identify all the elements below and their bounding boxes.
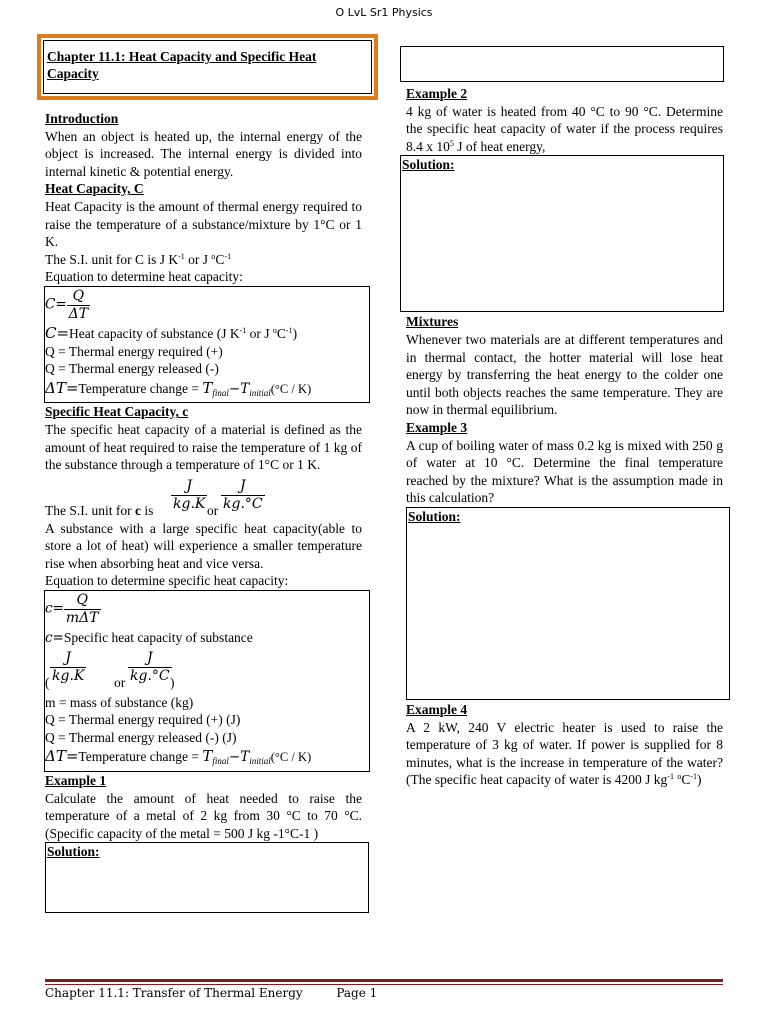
def-specific-heat-units: ( $\frac{J}{kg.K}$ or $\frac{J}{kg.^\circ C}$ ) [45,649,175,690]
example-3-solution-label: Solution: [408,508,461,524]
chapter-title: Chapter 11.1: Heat Capacity and Specific Heat Capacity [47,49,317,81]
specific-heat-large-text: A substance with a large specific heat capacity(able to store a lot of heat) will experience a smaller temperature rise when absorbing heat and vice versa. [45,520,362,571]
specific-heat-equation-box [44,590,370,772]
example-2-text: 4 kg of water is heated from 40 °C to 90 °C. Determine the specific heat capacity of water if the process requires 8.4 x $10^5$ J of heat energy, [406,103,723,154]
mixtures-heading: Mixtures [406,314,459,330]
specific-heat-eq-intro: Equation to determine specific heat capacity: [45,573,289,589]
example-3-solution-box[interactable] [406,507,730,700]
example-4-heading: Example 4 [406,701,468,717]
footer-rule [45,979,723,982]
page-header: O LvL Sr1 Physics [335,6,433,19]
def-mass: m = mass of substance (kg) [45,694,194,710]
heat-capacity-eq-intro: Equation to determine heat capacity: [45,269,243,285]
example-1-solution-box[interactable] [45,842,369,913]
footer-chapter: Chapter 11.1: Transfer of Thermal Energy [45,986,303,1000]
def-q-required: Q = Thermal energy required (+) [45,343,223,359]
example-2-solution-box[interactable] [400,155,724,312]
heat-capacity-definition: Heat Capacity is the amount of thermal energy required to raise the temperature of a substance/mixture by 1°C or 1 K. [45,198,362,250]
specific-heat-heading: Specific Heat Capacity, c [45,404,189,420]
example-1-solution-label: Solution: [47,844,100,860]
heat-capacity-si-unit: The S.I. unit for C is J $K^{-1}$ or J $^oC^{-1}$ [45,251,232,267]
example-2-solution-label: Solution: [402,157,455,173]
def-heat-capacity: C=Heat capacity of substance (J $K^{-1}$ or J $^oC^{-1}$) [45,323,298,342]
example-2-heading: Example 2 [406,86,468,101]
heat-capacity-formula: C= $\frac{Q}{\Delta T}$ [45,287,89,322]
heat-capacity-equation-box [44,286,370,403]
page-footer [45,986,377,1000]
mixtures-text: Whenever two materials are at different temperatures and in thermal contact, the hotter material will lose heat energy by transferring the heat energy to the colder one until both objects reaches the same temperature. They are now in thermal equilibrium. [406,331,723,418]
specific-heat-formula: c= $\frac{Q}{\text{mΔT}}$ [45,592,99,627]
def-q-released: Q = Thermal energy released (-) [45,361,219,377]
empty-top-box [400,46,724,82]
right-column [402,46,723,789]
footer-rule-thin [45,984,723,985]
example-3-heading: Example 3 [406,419,468,435]
example-3-text: A cup of boiling water of mass 0.2 kg is mixed with 250 g of water at 10 °C. Determine the final temperature reached by the mixture? What is the assumption made in this calculation? [406,437,723,506]
chapter-title-box [37,34,378,100]
specific-heat-definition: The specific heat capacity of a material is defined as the amount of heat required to raise the temperature of 1 kg of the substance through a temperature of 1°C or 1 K. [45,421,362,473]
intro-text: When an object is heated up, the internal energy of the object is increased. The internal energy is divided into internal kinetic & potential energy. [45,128,362,179]
def-q-released-j: Q = Thermal energy released (-) (J) [45,729,237,745]
heat-capacity-heading: Heat Capacity, C [45,181,144,197]
def-delta-t-2: ΔT=Temperature change = $T_{final}-T_{initial}(^\circ C / K)$ [45,747,312,767]
def-specific-heat: c=Specific heat capacity of substance [45,630,253,647]
left-column [45,34,362,913]
example-4-text: A 2 kW, 240 V electric heater is used to raise the temperature of 3 kg of water. If power is supplied for 8 minutes, what is the increase in temperature of the water? (The specific heat capacity of water is 4200 J $kg^{-1}$ $^oC^{-1}$) [406,719,723,788]
specific-heat-si-unit: The S.I. unit for c is $\frac{J}{kg.K}$ or $\frac{J}{kg.^\circ C}$ [45,477,263,518]
def-q-required-j: Q = Thermal energy required (+) (J) [45,712,241,728]
example-1-heading: Example 1 [45,773,107,789]
footer-page-number: Page 1 [336,986,378,1000]
def-delta-t: ΔT=Temperature change = $T_{final}-T_{initial}(^\circ C / K)$ [45,378,312,398]
example-1-text: Calculate the amount of heat needed to raise the temperature of a metal of 2 kg from 30 °C to 70 °C. (Specific capacity of the metal = 500 J kg -1°C-1 ) [45,790,362,841]
intro-heading: Introduction [45,111,119,126]
